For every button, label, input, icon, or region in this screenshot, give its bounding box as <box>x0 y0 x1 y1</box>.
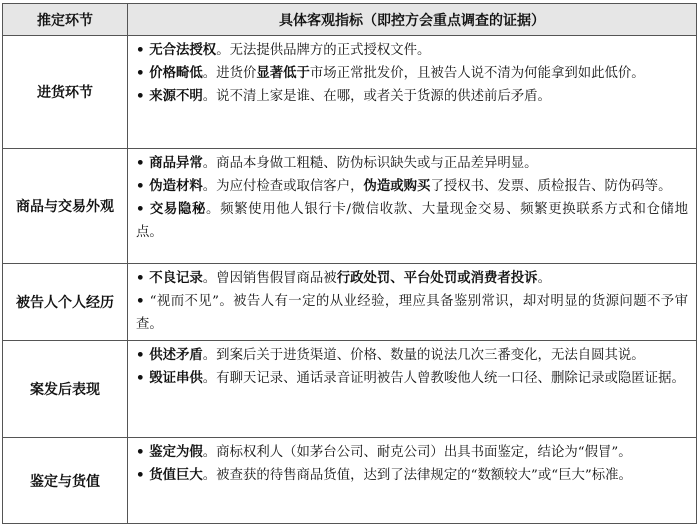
bullet-item <box>136 62 688 85</box>
text-segment: 。说不清上家是谁、在哪，或者关于货源的供述前后矛盾。 <box>202 89 551 104</box>
bullet-item <box>136 290 688 336</box>
indicator-cell <box>128 341 697 438</box>
bold-text-segment: • <box>136 444 150 460</box>
header-indicator: 具体客观指标（即控方会重点调查的证据） <box>128 4 697 36</box>
text-segment: 了授权书、发票、质检报告、防伪码等。 <box>430 179 672 194</box>
table-row <box>3 264 697 341</box>
bullet-item <box>136 367 688 390</box>
bullet-item <box>136 198 688 244</box>
text-segment: 。 <box>537 271 551 286</box>
bold-text-segment: • <box>136 88 150 104</box>
bold-text-segment: 伪造或购买 <box>363 178 431 194</box>
bold-text-segment: 来源不明 <box>149 88 203 104</box>
bold-text-segment: 交易隐秘 <box>149 201 207 217</box>
indicator-cell <box>128 264 697 341</box>
indicator-cell <box>128 36 697 149</box>
bullet-item <box>136 175 688 198</box>
bullet-item <box>136 85 688 108</box>
stage-cell: 鉴定与货值 <box>3 438 128 524</box>
text-segment: 。进货价 <box>202 66 257 81</box>
bold-text-segment: • <box>136 370 150 386</box>
text-segment: 。被查获的待售商品货值，达到了法律规定的“数额较大”或“巨大”标准。 <box>202 468 632 483</box>
bullet-item <box>136 464 688 487</box>
bold-text-segment: • <box>136 467 150 483</box>
bold-text-segment: • <box>136 42 150 58</box>
stage-cell: 进货环节 <box>3 36 128 149</box>
text-segment: 市场正常批发价，且被告人说不清为何能拿到如此低价。 <box>309 66 645 81</box>
indicator-cell <box>128 438 697 524</box>
bold-text-segment: 行政处罚、平台处罚或消费者投诉 <box>336 270 538 286</box>
bold-text-segment: • <box>136 293 150 309</box>
bullet-item <box>136 152 688 175</box>
text-segment: 。到案后关于进货渠道、价格、数量的说法几次三番变化，无法自圆其说。 <box>202 348 645 363</box>
evidence-table <box>2 3 697 524</box>
stage-cell: 案发后表现 <box>3 341 128 438</box>
bold-text-segment: • <box>136 155 150 171</box>
bold-text-segment: 商品异常 <box>149 155 203 171</box>
bold-text-segment: 不良记录 <box>149 270 203 286</box>
table-body <box>3 36 697 524</box>
text-segment: 。商标权利人（如茅台公司、耐克公司）出具书面鉴定，结论为“假冒”。 <box>202 445 632 460</box>
stage-cell: 被告人个人经历 <box>3 264 128 341</box>
header-stage: 推定环节 <box>3 4 128 36</box>
bold-text-segment: • <box>136 270 150 286</box>
stage-cell: 商品与交易外观 <box>3 149 128 264</box>
bullet-item <box>136 267 688 290</box>
bold-text-segment: 毁证串供 <box>149 370 203 386</box>
bullet-item <box>136 344 688 367</box>
bullet-item <box>136 441 688 464</box>
bold-text-segment: • <box>136 178 150 194</box>
bullet-item <box>136 39 688 62</box>
bold-text-segment: 无合法授权 <box>149 42 217 58</box>
table-row <box>3 36 697 149</box>
text-segment: 。频繁使用他人银行卡/微信收款、大量现金交易、频繁更换联系方式和仓储地点。 <box>136 202 688 240</box>
header-row <box>3 4 697 36</box>
bold-text-segment: 价格畸低 <box>149 65 203 81</box>
bold-text-segment: • <box>136 201 150 217</box>
table-row <box>3 341 697 438</box>
bold-text-segment: 鉴定为假 <box>149 444 203 460</box>
bold-text-segment: 显著低于 <box>256 65 310 81</box>
indicator-cell <box>128 149 697 264</box>
text-segment: 。有聊天记录、通话录音证明被告人曾教唆他人统一口径、删除记录或隐匿证据。 <box>202 371 685 386</box>
bold-text-segment: 伪造材料 <box>149 178 203 194</box>
bold-text-segment: 供述矛盾 <box>149 347 203 363</box>
text-segment: 。无法提供品牌方的正式授权文件。 <box>216 43 431 58</box>
table-row <box>3 438 697 524</box>
bold-text-segment: • <box>136 65 150 81</box>
bold-text-segment: • <box>136 347 150 363</box>
text-segment: 。商品本身做工粗糙、防伪标识缺失或与正品差异明显。 <box>202 156 538 171</box>
text-segment: “视而不见”。被告人有一定的从业经验，理应具备鉴别常识，却对明显的货源问题不予审查。 <box>136 294 688 332</box>
bold-text-segment: 货值巨大 <box>149 467 203 483</box>
table-row <box>3 149 697 264</box>
text-segment: 。为应付检查或取信客户， <box>202 179 364 194</box>
text-segment: 。曾因销售假冒商品被 <box>202 271 337 286</box>
evidence-table-container <box>2 3 696 524</box>
